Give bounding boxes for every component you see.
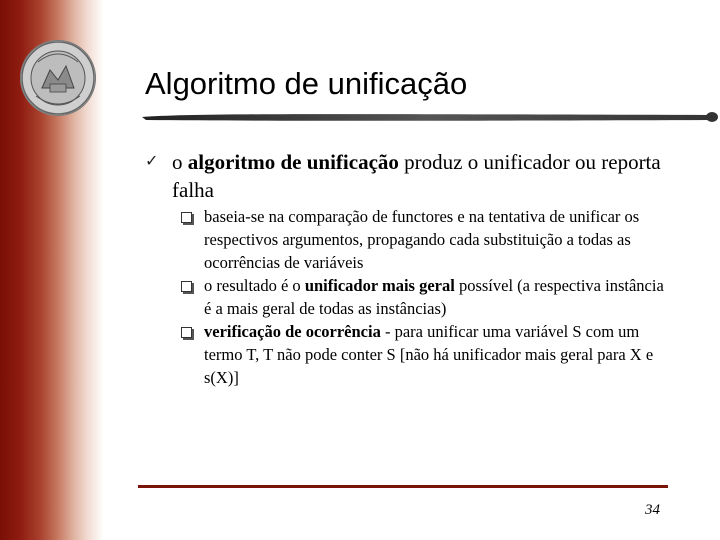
title-underline-rule: [140, 104, 720, 130]
sub-bullet-marker-2: [181, 281, 192, 292]
sub-bullet-2-pre: o resultado é o: [204, 276, 305, 295]
page-number: 34: [645, 502, 660, 518]
sub-bullet-1-text: baseia-se na comparação de functores e na tentativa de unificar os respectivos argumentos, propagando cada substituição a todas as ocorrências de variáveis: [204, 207, 640, 272]
sub-bullet-marker-1: [181, 212, 192, 223]
sub-bullet-3: [204, 320, 674, 389]
bullet-level1-text: [172, 148, 692, 204]
sub-bullet-2-bold: unificador mais geral: [304, 276, 455, 295]
bullet1-lead: o: [172, 150, 188, 174]
bullet1-bold: algoritmo de unificação: [187, 150, 399, 174]
sub-bullet-1: [204, 205, 674, 274]
sub-bullet-3-text: - para unificar uma variável S com um termo T, T não pode conter S [não há unificador mais geral para X e s(X)]: [204, 322, 654, 387]
seal-icon: [20, 40, 96, 116]
sub-bullet-marker-3: [181, 327, 192, 338]
bullet-marker-level1: ✓: [145, 151, 159, 170]
footer-rule: [138, 485, 668, 488]
slide-title: Algoritmo de unificação: [145, 66, 468, 101]
bullet1-rest: produz o unificador ou reporta falha: [172, 150, 661, 202]
university-seal-logo: [20, 40, 96, 116]
sub-bullet-2-text: possível (a respectiva instância é a mais geral de todas as instâncias): [204, 276, 664, 318]
sub-bullet-3-bold: verificação de ocorrência: [204, 322, 381, 341]
sub-bullet-2: [204, 274, 674, 320]
